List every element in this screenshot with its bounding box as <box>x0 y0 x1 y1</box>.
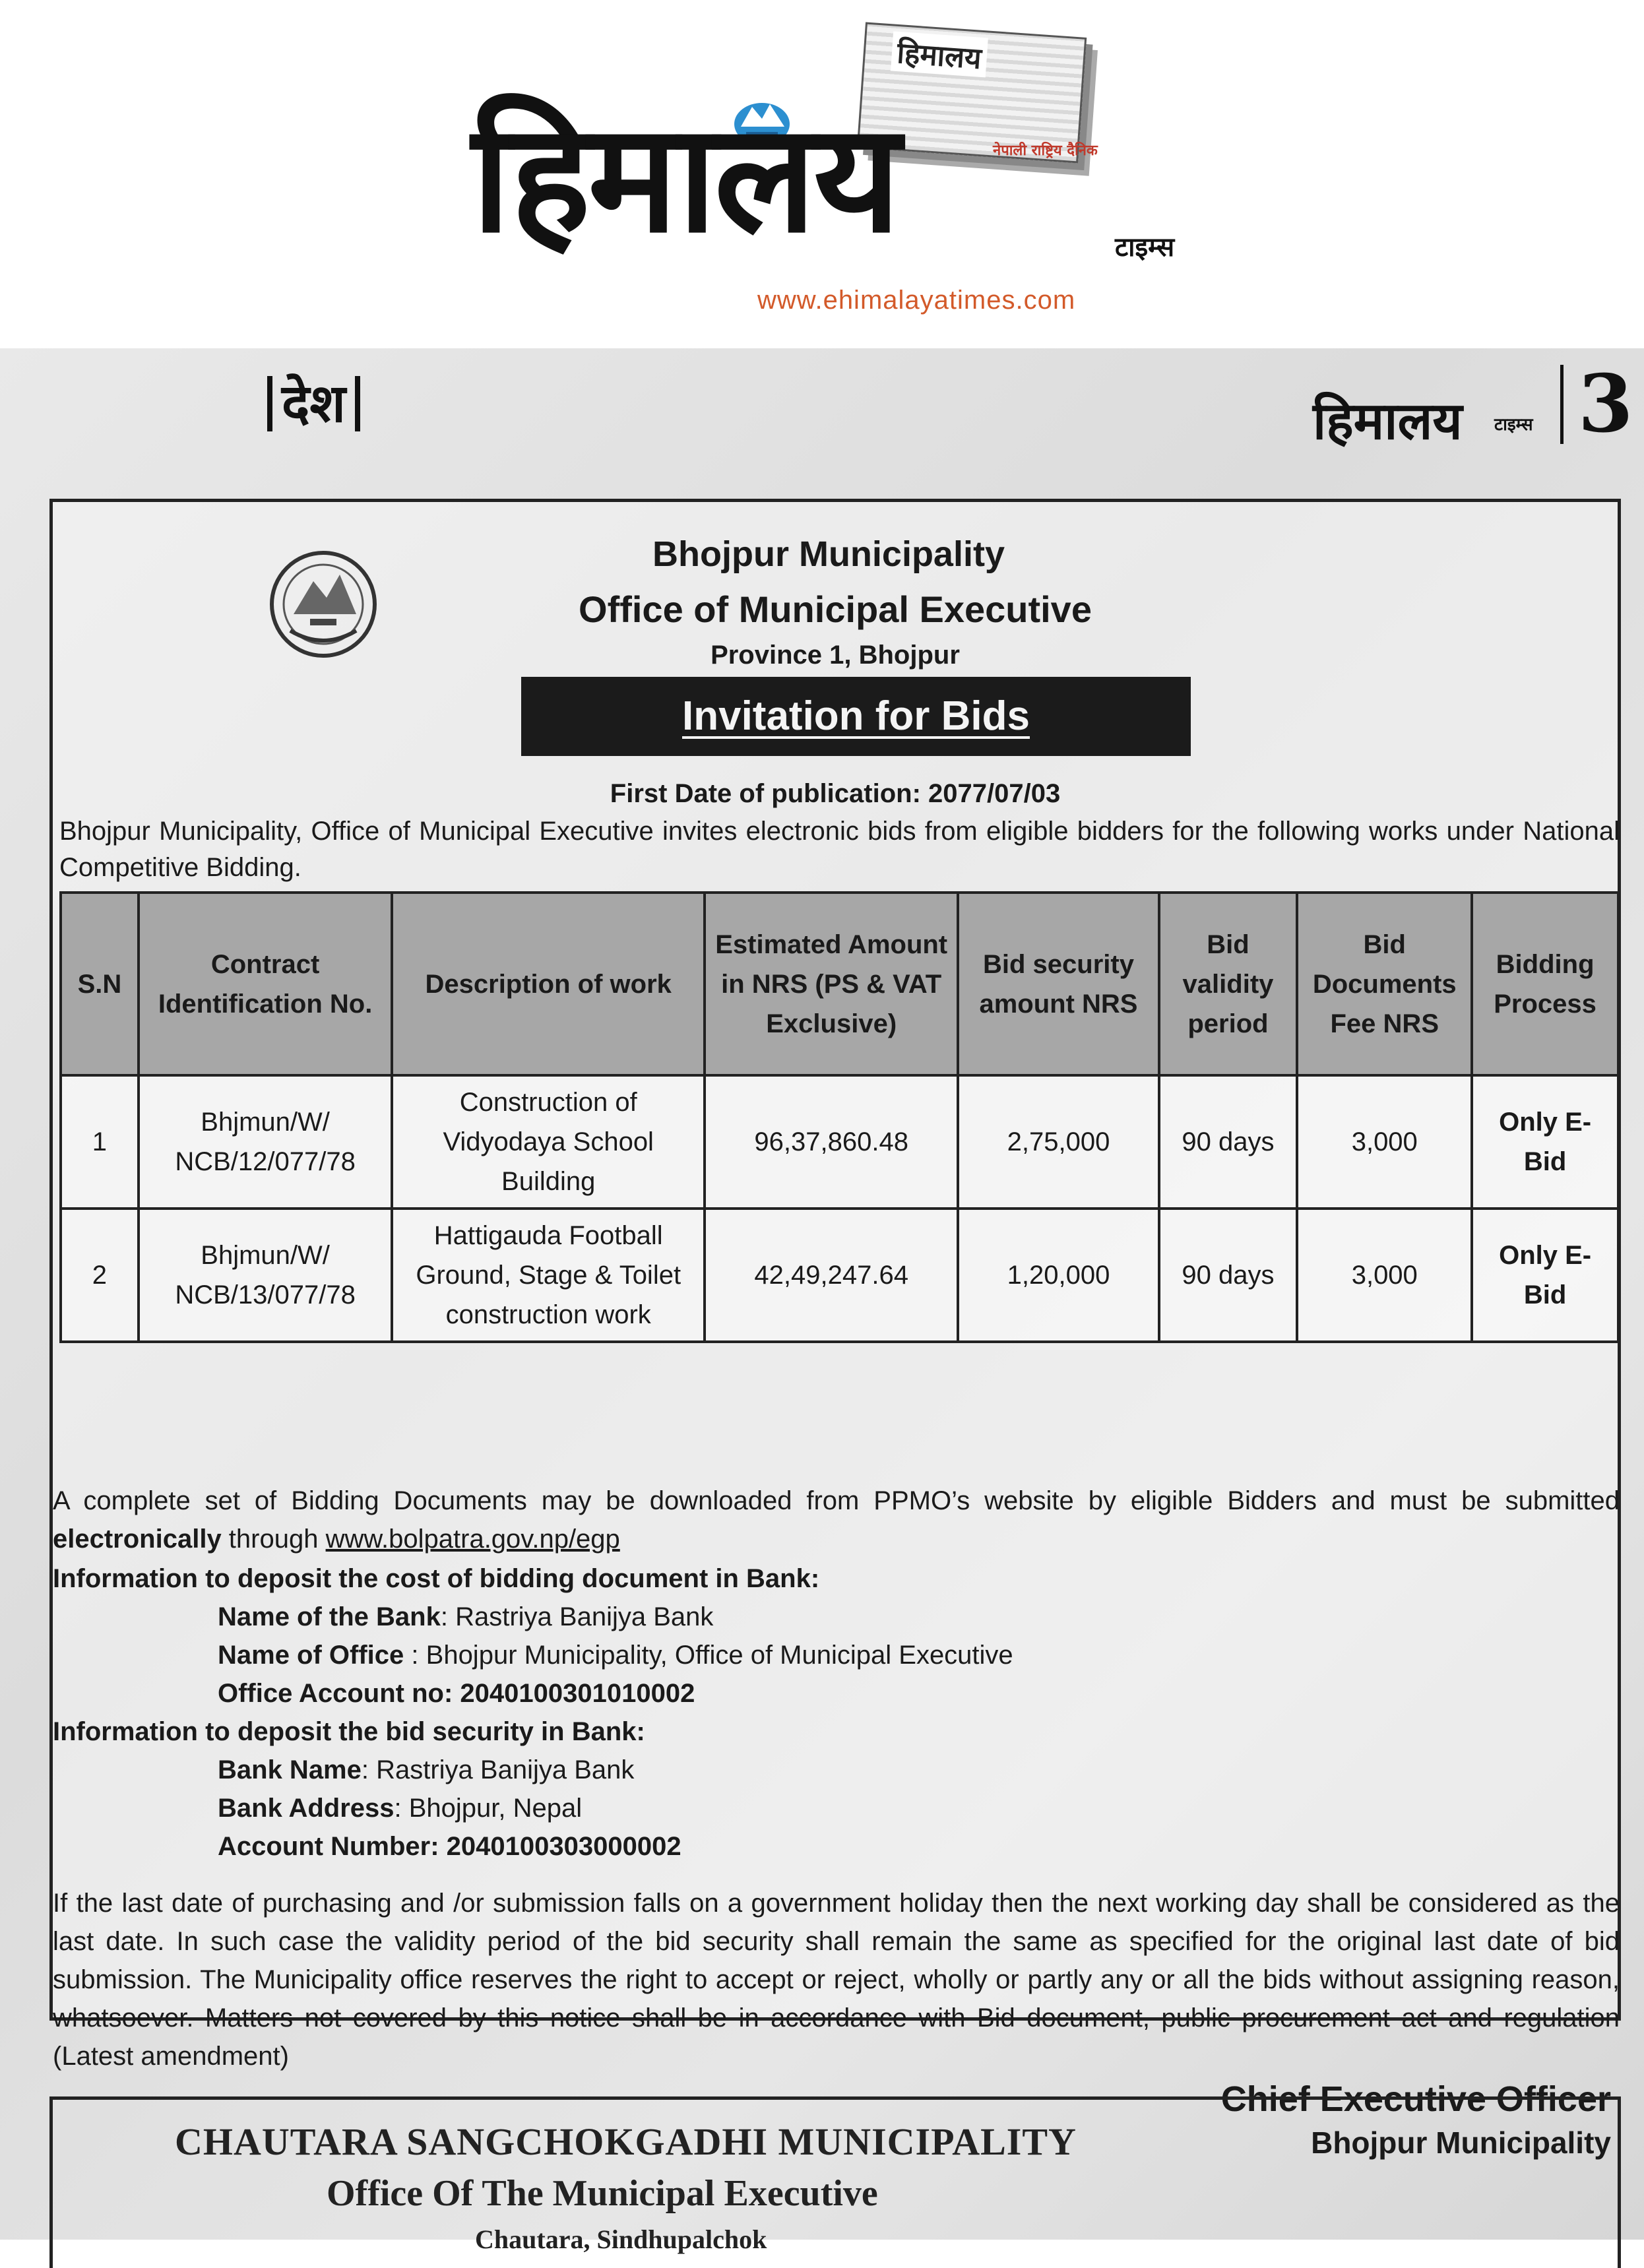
bank-security-bank-value: : Rastriya Banijya Bank <box>361 1755 635 1784</box>
header-doc-fee: Bid Documents Fee NRS <box>1297 893 1472 1075</box>
header-paper-name: हिमालय <box>1313 392 1463 451</box>
second-notice-place: Chautara, Sindhupalchok <box>475 2224 767 2254</box>
bank-cost-account-value: 2040100301010002 <box>453 1679 695 1708</box>
newspaper-page <box>0 348 1644 2254</box>
second-notice-office: Office Of The Municipal Executive <box>327 2173 878 2214</box>
bank-security-address-line <box>218 1789 582 1827</box>
documents-text-through: through <box>221 1525 326 1554</box>
header-sn: S.N <box>61 893 139 1075</box>
bid-table <box>59 891 1620 1343</box>
masthead-tagline: नेपाली राष्ट्रिय दैनिक <box>993 142 1098 159</box>
office-name: Office of Municipal Executive <box>579 588 1092 630</box>
bank-cost-bank-label: Name of the Bank <box>218 1602 441 1631</box>
header-paper-suffix: टाइम्स <box>1494 415 1533 435</box>
cell-estimated-amount: 42,49,247.64 <box>705 1209 958 1342</box>
bank-cost-bank-value: : Rastriya Banijya Bank <box>440 1602 714 1631</box>
bank-security-address-value: : Bhojpur, Nepal <box>394 1794 583 1823</box>
bank-security-bank-line <box>218 1751 634 1789</box>
cell-contract-id: Bhjmun/W/ NCB/12/077/78 <box>139 1075 393 1209</box>
cell-sn: 1 <box>61 1075 139 1209</box>
documents-paragraph <box>53 1482 1620 1558</box>
province-line: Province 1, Bhojpur <box>711 641 960 670</box>
newspaper-icon-title: हिमालय <box>891 31 988 77</box>
cell-bid-security: 2,75,000 <box>958 1075 1158 1209</box>
documents-text: A complete set of Bidding Documents may be downloaded from PPMO’s website by eligible Bidders and must be submitted <box>53 1486 1620 1515</box>
masthead-title: हिमालय <box>472 89 899 266</box>
cell-description: Hattigauda Football Ground, Stage & Toilet construction work <box>392 1209 705 1342</box>
bank-cost-heading: Information to deposit the cost of bidding document in Bank: <box>53 1564 820 1593</box>
cell-estimated-amount: 96,37,860.48 <box>705 1075 958 1209</box>
bank-cost-account-line <box>218 1674 695 1713</box>
cell-doc-fee: 3,000 <box>1297 1075 1472 1209</box>
bank-security-bank-label: Bank Name <box>218 1755 362 1784</box>
second-notice <box>49 2096 1621 2268</box>
signatory-org: Bhojpur Municipality <box>1311 2126 1611 2160</box>
notice-title: Invitation for Bids <box>682 693 1030 739</box>
table-row <box>61 1209 1618 1342</box>
documents-bold-text: electronically <box>53 1525 222 1554</box>
cell-sn: 2 <box>61 1209 139 1342</box>
bank-security-account-line <box>218 1827 681 1866</box>
masthead-url-link[interactable]: www.ehimalayatimes.com <box>757 286 1076 315</box>
bank-security-account-label: Account Number <box>218 1832 431 1861</box>
cell-description: Construction of Vidyodaya School Building <box>392 1075 705 1209</box>
bank-security-account-value: : 2040100303000002 <box>430 1832 681 1861</box>
cell-doc-fee: 3,000 <box>1297 1209 1472 1342</box>
table-header-row <box>61 893 1618 1075</box>
publication-date: First Date of publication: 2077/07/03 <box>610 779 1061 808</box>
newspaper-masthead <box>0 0 1644 330</box>
intro-paragraph: Bhojpur Municipality, Office of Municipal Executive invites electronic bids from eligible bidders for the following works under National Competitive Bidding. <box>59 817 1620 882</box>
header-bid-security: Bid security amount NRS <box>958 893 1158 1075</box>
cell-contract-id: Bhjmun/W/ NCB/13/077/78 <box>139 1209 393 1342</box>
cell-validity: 90 days <box>1159 1075 1298 1209</box>
header-contract-id: Contract Identification No. <box>139 893 393 1075</box>
closing-paragraph: If the last date of purchasing and /or submission falls on a government holiday then the next working day shall be considered as the last date. In such case the validity period of the bid security shall remain the same as specified for the original last date of bid submission. The Municipality office reserves the right to accept or reject, wholly or partly any or all the bids without assigning reason, whatsoever. Matters not covered by this notice shall be in accordance with Bid document, public procurement act and regulation (Latest amendment) <box>53 1889 1620 2071</box>
page-header <box>13 358 1633 451</box>
second-notice-org: CHAUTARA SANGCHOKGADHI MUNICIPALITY <box>175 2120 1077 2163</box>
header-validity: Bid validity period <box>1159 893 1298 1075</box>
section-label: देश <box>267 376 360 431</box>
notice-title-banner <box>521 677 1191 756</box>
bank-security-address-label: Bank Address <box>218 1794 395 1823</box>
signatory-title: Chief Executive Officer <box>1220 2079 1611 2119</box>
header-description: Description of work <box>392 893 705 1075</box>
cell-bidding-process: Only E-Bid <box>1472 1209 1618 1342</box>
bank-security-heading: Information to deposit the bid security in Bank: <box>53 1717 645 1746</box>
cell-bid-security: 1,20,000 <box>958 1209 1158 1342</box>
bank-cost-office-line <box>218 1636 1013 1674</box>
cell-bidding-process: Only E-Bid <box>1472 1075 1618 1209</box>
bank-cost-account-label: Office Account no: <box>218 1679 453 1708</box>
masthead-suffix: टाइम्स <box>1115 232 1175 263</box>
org-name: Bhojpur Municipality <box>652 534 1005 574</box>
bank-cost-office-label: Name of Office <box>218 1641 404 1670</box>
bank-cost-bank-line <box>218 1598 713 1636</box>
bank-cost-office-value: : Bhojpur Municipality, Office of Municipal Executive <box>404 1641 1013 1670</box>
header-estimated-amount: Estimated Amount in NRS (PS & VAT Exclusive) <box>705 893 958 1075</box>
page-number: 3 <box>1560 365 1633 444</box>
cell-validity: 90 days <box>1159 1209 1298 1342</box>
bolpatra-link[interactable]: www.bolpatra.gov.np/egp <box>325 1525 620 1554</box>
header-bidding-process: Bidding Process <box>1472 893 1618 1075</box>
table-row <box>61 1075 1618 1209</box>
